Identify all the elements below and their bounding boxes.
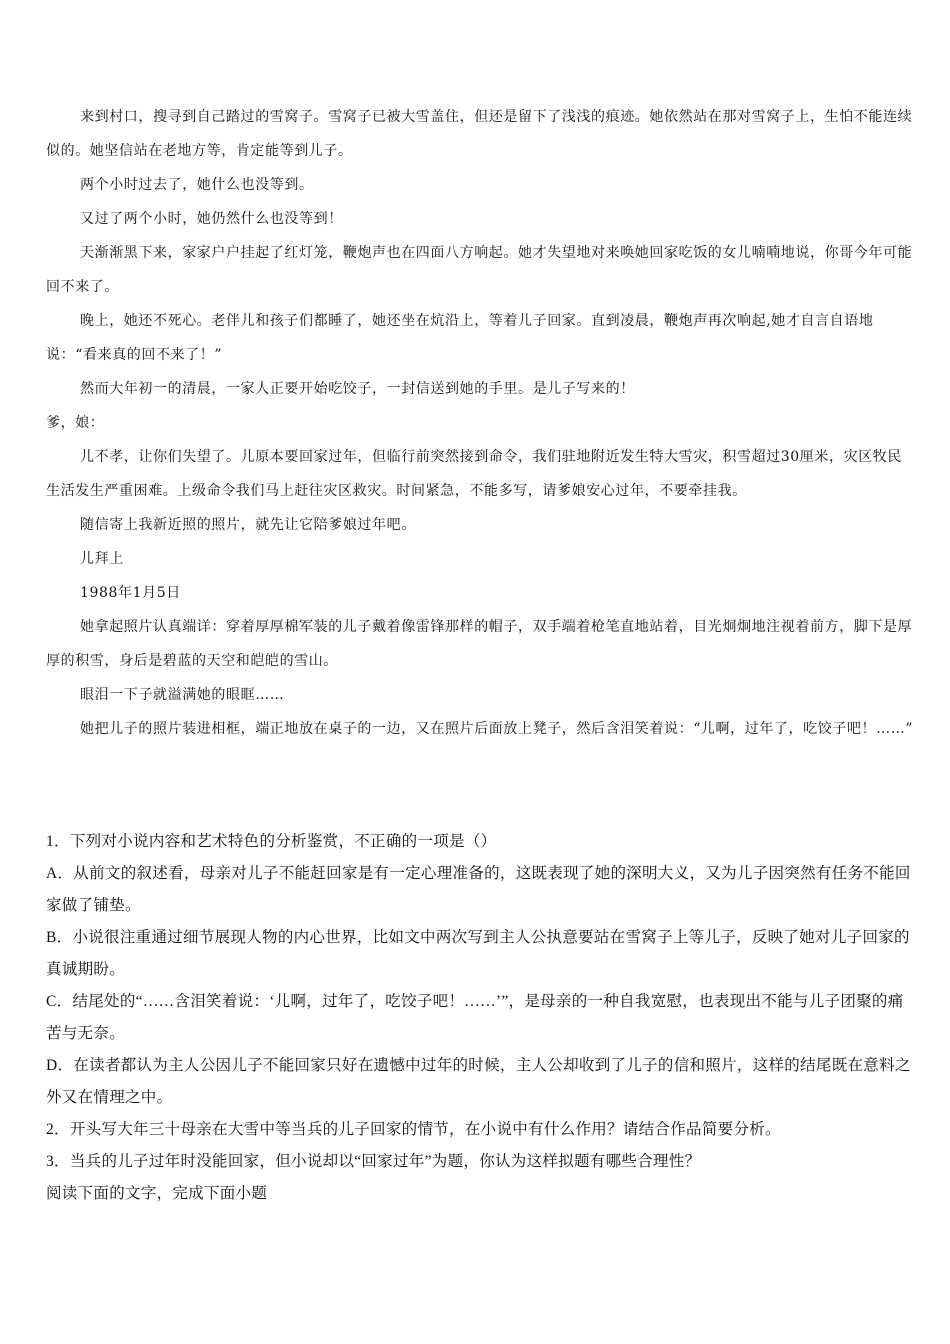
story-paragraph: 来到村口，搜寻到自己踏过的雪窝子。雪窝子已被大雪盖住，但还是留下了浅浅的痕迹。她依然站在那对雪窝子上，生怕不能连续似的。她坚信站在老地方等，肯定能等到儿子。	[46, 109, 913, 159]
story-paragraph: 又过了两个小时，她仍然什么也没等到！	[80, 211, 343, 227]
question-1: 1．下列对小说内容和艺术特色的分析鉴赏，不正确的一项是（）	[46, 833, 497, 850]
question-3: 3．当兵的儿子过年时没能回家，但小说却以“回家过年”为题，你认为这样拟题有哪些合理性？	[46, 1153, 701, 1170]
story-paragraph: 两个小时过去了，她什么也没等到。	[80, 177, 314, 193]
question-section	[46, 826, 914, 1210]
letter-body: 儿不孝，让你们失望了。儿原本要回家过年，但临行前突然接到命令，我们驻地附近发生特大雪灾，积雪超过30厘米，灾区牧民生活发生严重困难。上级命令我们马上赶往灾区救灾。时间紧急，不能多写，请爹娘安心过年，不要牵挂我。	[46, 449, 903, 499]
letter-salutation: 爹，娘：	[46, 415, 105, 431]
option-b: B．小说很注重通过细节展现人物的内心世界，比如文中两次写到主人公执意要站在雪窝子上等儿子，反映了她对儿子回家的真诚期盼。	[46, 929, 910, 978]
story-text	[46, 100, 914, 746]
story-paragraph: 她把儿子的照片装进相框，端正地放在桌子的一边，又在照片后面放上凳子，然后含泪笑着说：“儿啊，过年了，吃饺子吧！……”	[80, 721, 914, 737]
option-c: C．结尾处的“……含泪笑着说：‘儿啊，过年了，吃饺子吧！……’”，是母亲的一种自我宽慰，也表现出不能与儿子团聚的痛苦与无奈。	[46, 993, 904, 1042]
letter-signature: 儿拜上	[80, 551, 124, 567]
next-reading-instruction: 阅读下面的文字，完成下面小题	[46, 1185, 268, 1202]
letter-date: 1988年1月5日	[80, 585, 181, 601]
story-paragraph: 晚上，她还不死心。老伴儿和孩子们都睡了，她还坐在炕沿上，等着儿子回家。直到凌晨，鞭炮声再次响起,她才自言自语地说：“看来真的回不来了！”	[46, 313, 874, 363]
story-paragraph: 天渐渐黑下来，家家户户挂起了红灯笼，鞭炮声也在四面八方响起。她才失望地对来唤她回家吃饭的女儿喃喃地说，你哥今年可能回不来了。	[46, 245, 913, 295]
story-paragraph: 眼泪一下子就溢满她的眼眶……	[80, 687, 285, 703]
story-paragraph: 她拿起照片认真端详：穿着厚厚棉军装的儿子戴着像雷锋那样的帽子，双手端着枪笔直地站着，目光炯炯地注视着前方，脚下是厚厚的积雪，身后是碧蓝的天空和皑皑的雪山。	[46, 619, 913, 669]
letter-body: 随信寄上我新近照的照片，就先让它陪爹娘过年吧。	[80, 517, 416, 533]
option-d: D．在读者都认为主人公因儿子不能回家只好在遗憾中过年的时候，主人公却收到了儿子的信和照片，这样的结尾既在意料之外又在情理之中。	[46, 1057, 911, 1106]
question-2: 2．开头写大年三十母亲在大雪中等当兵的儿子回家的情节，在小说中有什么作用？请结合作品简要分析。	[46, 1121, 781, 1138]
story-paragraph: 然而大年初一的清晨，一家人正要开始吃饺子，一封信送到她的手里。是儿子写来的！	[80, 381, 635, 397]
option-a: A．从前文的叙述看，母亲对儿子不能赶回家是有一定心理准备的，这既表现了她的深明大义，又为儿子因突然有任务不能回家做了铺垫。	[46, 865, 911, 914]
